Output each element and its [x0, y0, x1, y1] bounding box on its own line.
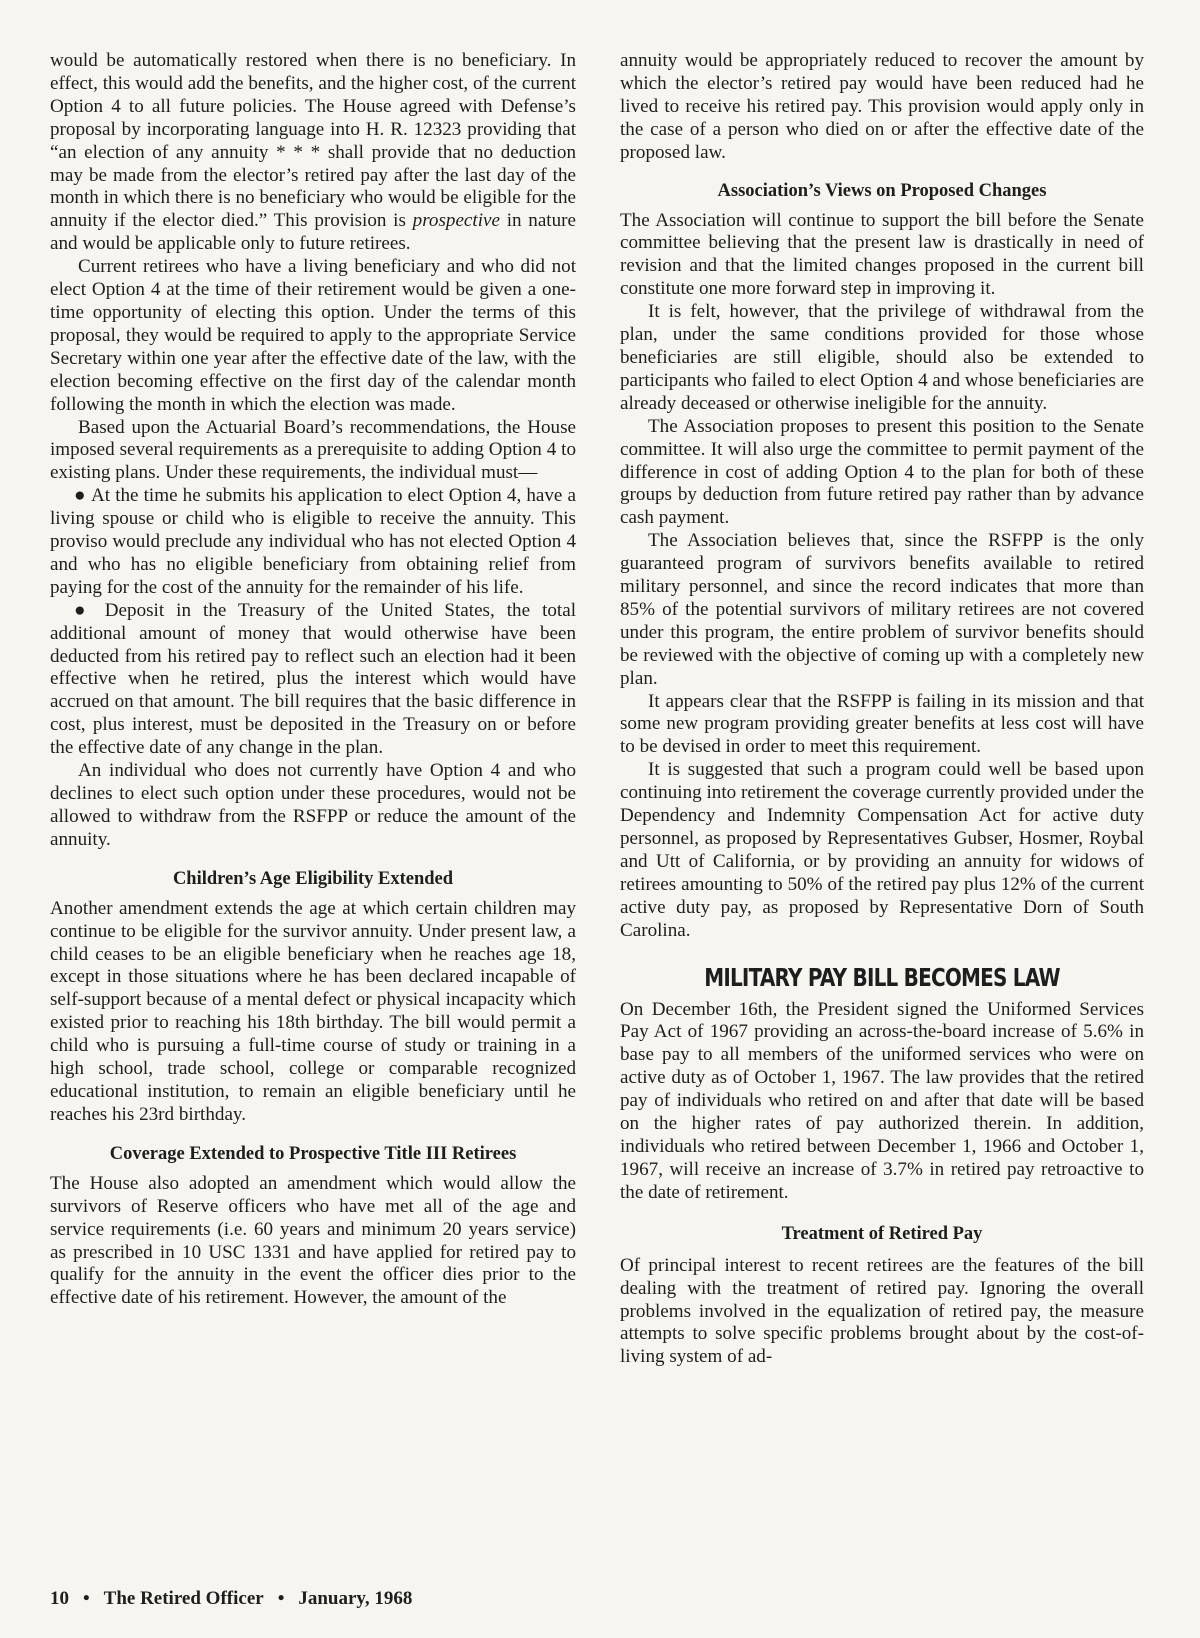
page-footer	[50, 1587, 412, 1611]
issue-date: January, 1968	[298, 1588, 413, 1609]
paragraph: It appears clear that the RSFPP is failing in its mission and that some new program providing greater benefits at less cost will have to be devised in order to meet this requirement.	[620, 690, 1144, 758]
paragraph-text: would be automatically restored when there is no beneficiary. In effect, this would add the benefits, and the higher cost, of the current Option 4 to all future policies. The House agreed with Defense’s proposal by incorporating language into H. R. 12323 providing that “an election of any annuity * * * shall provide that no deduction may be made from the elector’s retired pay after the last day of the month in which there is no beneficiary who would be eligible for the annuity if the elector died.” This provision is	[50, 50, 576, 232]
paragraph: The House also adopted an amendment which would allow the survivors of Reserve officers who have met all of the age and service requirements (i.e. 60 years and minimum 20 years service) as prescribed in 10 USC 1331 and have applied for retired pay to qualify for the annuity in the event the officer dies prior to the effective date of his retirement. However, the amount of the	[50, 1172, 576, 1309]
page-number: 10	[50, 1588, 69, 1609]
bullet-item	[50, 485, 576, 600]
left-column	[50, 50, 576, 1310]
paragraph: The Association will continue to support the bill before the Senate committee believing that the present law is drastically in need of revision and that the limited changes proposed in the current bill constitute one more forward step in improving it.	[620, 209, 1144, 300]
bullet-text: Deposit in the Treasury of the United States, the total additional amount of money that would otherwise have been deducted from his retired pay to reflect such an election had it been effective when he retired, plus the interest which would have accrued on that amount. The bill requires that the basic difference in cost, plus interest, must be deposited in the Treasury on or before the effective date of any change in the plan.	[50, 599, 577, 759]
paragraph: On December 16th, the President signed the Uniformed Services Pay Act of 1967 providing an across-the-board increase of 5.6% in base pay to all members of the uniformed services who were on active duty as of October 1, 1967. The law provides that the retired pay of individuals who retired on and after that date will be based on the higher rates of pay authorized therein. In addition, individuals who retired between December 1, 1966 and October 1, 1967, will receive an increase of 3.7% in retired pay retroactive to the date of retirement.	[620, 998, 1144, 1203]
paragraph	[50, 50, 576, 256]
right-column	[620, 50, 1144, 1369]
article-headline: MILITARY PAY BILL BECOMES LAW	[704, 962, 1060, 992]
emphasis-text: prospective	[412, 210, 500, 232]
section-heading: Children’s Age Eligibility Extended	[172, 868, 454, 889]
paragraph: Current retirees who have a living beneficiary and who did not elect Option 4 at the time of their retirement would be given a one-time opportunity of electing this option. Under the terms of this proposal, they would be required to apply to the appropriate Service Secretary within one year after the effective date of the law, with the election becoming effective on the first day of the calendar month following the month in which the election was made.	[50, 256, 576, 415]
publication-title: The Retired Officer	[103, 1588, 264, 1609]
paragraph: Another amendment extends the age at which certain children may continue to be eligible for the survivor annuity. Under present law, a child ceases to be an eligible beneficiary when he reaches age 18, except in those situations where he has been declared incapable of self-support because of a mental defect or physical incapacity which existed prior to reaching his 18th birthday. The bill would permit a child who is pursuing a full-time course of study or training in a high school, trade school, college or comparable recognized educational institution, to remain an eligible beneficiary until he reaches his 23rd birthday.	[50, 897, 576, 1125]
paragraph: The Association believes that, since the RSFPP is the only guaranteed program of survivors benefits available to retired military personnel, and since the record indicates that more than 85% of the potential survivors of military retirees are not covered under this program, the entire problem of survivor benefits should be reviewed with the objective of coming up with a completely new plan.	[620, 530, 1144, 689]
section-heading: Association’s Views on Proposed Changes	[717, 180, 1047, 201]
separator-dot: •	[277, 1588, 285, 1609]
paragraph: Based upon the Actuarial Board’s recommendations, the House imposed several requirements as a prerequisite to adding Option 4 to existing plans. Under these requirements, the individual must—	[50, 416, 576, 484]
paragraph: An individual who does not currently have Option 4 and who declines to elect such option under these procedures, would not be allowed to withdraw from the RSFPP or reduce the amount of the annuity.	[50, 760, 576, 850]
paragraph: Of principal interest to recent retirees are the features of the bill dealing with the treatment of retired pay. Ignoring the overall problems involved in the equalization of retired pay, the measure attempts to solve specific problems brought about by the cost-of-living system of ad-	[620, 1254, 1144, 1368]
section-heading: Coverage Extended to Prospective Title III Retirees	[109, 1143, 517, 1164]
separator-dot: •	[83, 1588, 90, 1609]
paragraph-text: in nature and would be applicable only to future retirees.	[50, 210, 576, 255]
paragraph: It is felt, however, that the privilege of withdrawal from the plan, under the same conditions provided for those whose beneficiaries are still eligible, should also be extended to participants who failed to elect Option 4 and whose beneficiaries are already deceased or otherwise ineligible for the annuity.	[620, 301, 1144, 414]
bullet-icon: ●	[74, 599, 105, 621]
bullet-icon: ●	[74, 485, 91, 507]
bullet-item	[50, 600, 576, 760]
bullet-text: At the time he submits his application to elect Option 4, have a living spouse or child who is eligible to receive the annuity. This proviso would preclude any individual who has not elected Option 4 and who has no eligible beneficiary from obtaining relief from paying for the cost of the annuity for the remainder of his life.	[50, 485, 576, 598]
section-heading: Treatment of Retired Pay	[781, 1223, 983, 1244]
paragraph: The Association proposes to present this position to the Senate committee. It will also urge the committee to permit payment of the difference in cost of adding Option 4 to the plan for both of these groups by deduction from future retired pay rather than by advance cash payment.	[620, 415, 1144, 529]
paragraph: It is suggested that such a program could well be based upon continuing into retirement the coverage currently provided under the Dependency and Indemnity Compensation Act for active duty personnel, as proposed by Representatives Gubser, Hosmer, Roybal and Utt of California, or by providing an annuity for widows of retirees amounting to 50% of the retired pay plus 12% of the current active duty pay, as proposed by Representative Dorn of South Carolina.	[620, 759, 1144, 941]
paragraph: annuity would be appropriately reduced to recover the amount by which the elector’s retired pay would have been reduced had he lived to receive his retired pay. This provision would apply only in the case of a person who died on or after the effective date of the proposed law.	[620, 50, 1144, 163]
